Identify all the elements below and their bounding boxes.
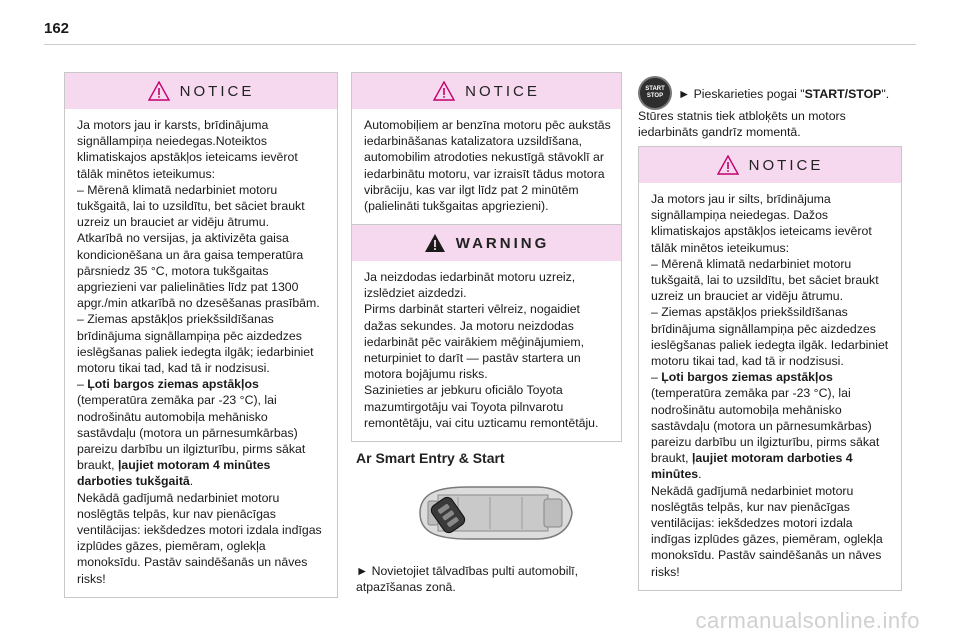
notice-body [639,183,901,590]
warning-header [352,225,621,261]
notice-paragraph: Nekādā gadījumā nedarbiniet motoru noslēgtās telpās, kur nav pienācīgas ventilācijas: iekšdedzes motori izdala indīgas izplūdes gāzes, piemēram, oglekļa monoksīdu. Pastāv saindēšanās un nāves risks! [77,490,322,586]
notice-triangle-icon [148,81,170,101]
notice-heading: NOTICE [179,82,255,100]
bold-text: START/STOP [804,87,882,101]
notice-heading: NOTICE [465,82,540,100]
warning-box [351,224,622,442]
warning-body [352,261,621,441]
dash: – [77,377,88,392]
warning-paragraph: Pirms darbināt starteri vēlreiz, nogaidiet dažas sekundes. Ja motoru neizdodas iedarbināt pēc vairākiem mēģinājumiem, neturpiniet to darīt — pastāv startera un motora bojājumu risks. [364,302,585,382]
bold-text: ļaujiet motoram darboties 4 minūtes [651,451,853,482]
start-stop-button-icon [640,78,670,108]
notice-paragraph: Ja motors jau ir silts, brīdinājuma signāllampiņa neiedegas. Dažos klimatiskajos apstākļos ieteicams ievērot tālāk minētos ieteikumus: [651,192,872,255]
bold-text: ļaujiet motoram 4 minūtes darboties tukšgaitā [77,458,271,489]
text: . [698,467,702,482]
text: ". [881,87,890,101]
instruction-text: ► Novietojiet tālvadības pulti automobilī, atpazīšanas zonā. [356,564,579,595]
stop-label: STOP [646,93,664,99]
dash: – [651,370,662,385]
notice-header [65,73,337,109]
header-divider [44,44,916,45]
start-stop-result: Stūres statnis tiek atbloķēts un motors iedarbināts gandrīz momentā. [638,109,846,140]
warning-triangle-icon [424,233,446,253]
section-title: Ar Smart Entry & Start [356,450,505,466]
notice-paragraph: – Mērenā klimatā nedarbiniet motoru tukšgaitā, lai to uzsildītu, bet sāciet braukt uzreiz un brauciet ar vidēju ātrumu. [651,256,879,304]
start-label: START [645,86,665,92]
notice-paragraph: Automobiļiem ar benzīna motoru pēc aukstās iedarbināšanas katalizatora uzsildīšana, automobilim atrodoties nekustīgā stāvoklī ar iedarbinātu motoru, var izraisīt tādus motora vibrāciju, kas var ilgt līdz pat 2 minūtēm (palielināti tukšgaitas apgriezieni). [364,118,611,214]
bold-text: Ļoti bargos ziemas apstākļos [661,370,833,385]
notice-body [65,109,337,597]
right-notice-box [638,146,902,591]
notice-header [639,147,901,183]
notice-heading: NOTICE [748,156,824,174]
notice-paragraph: – Ziemas apstākļos priekšsildīšanas brīdinājuma signāllampiņa pēc aizdedzes ieslēgšanas paliek iedegta ilgāk. Iedarbiniet motoru tikai tad, kad tā ir nodzisusi. [651,305,889,369]
text: (temperatūra zemāka par -23 °C), lai nodrošinātu automobiļa mehānisko sastāvdaļu (motora un pārnesumkārbas) pareizu darbību un ilgizturību, pirms sākat braukt, [651,386,880,466]
notice-paragraph: Ja motors jau ir karsts, brīdinājuma signāllampiņa neiedegas.Noteiktos klimatiskajos apstākļos ieteicams ievērot tālāk minētos ieteikumus: [77,118,298,181]
notice-paragraph: Nekādā gadījumā nedarbiniet motoru noslēgtās telpās, kur nav pienācīgas ventilācijas: iekšdedzes motori izdala indīgas izplūdes gāzes, piemēram, oglekļa monoksīdu. Pastāv saindēšanās un nāves risks! [651,483,883,579]
notice-header [352,73,621,109]
left-notice-box [64,72,338,598]
text: . [189,474,194,489]
notice-triangle-icon [717,155,739,175]
warning-heading: WARNING [455,234,550,252]
warning-paragraph: Sazinieties ar jebkuru oficiālo Toyota mazumtirgotāju vai Toyota pilnvarotu remontētāju, vai citu uzticamu remontētāju. [364,383,599,430]
middle-notice-box [351,72,622,225]
watermark: carmanualsonline.info [695,608,920,633]
car-key-illustration [398,475,580,551]
notice-paragraph-cold [651,369,891,482]
notice-paragraph-cold [77,376,327,489]
start-stop-instruction [678,86,908,102]
notice-paragraph: – Mērenā klimatā nedarbiniet motoru tukšgaitā, lai to uzsildītu, bet sāciet braukt uzreiz un brauciet ar vidēju ātrumu. [77,182,305,230]
notice-paragraph: Atkarībā no versijas, ja aktivizēta gaisa kondicionēšana un āra gaisa temperatūra pārsniedz 35 °C, motora tukšgaitas apgriezieni var palielināties līdz pat 1300 apgr./min atkarībā no dzesēšanas prasībām. [77,231,320,311]
notice-body [352,109,621,224]
page-number: 162 [44,20,70,37]
text: ► Pieskarieties pogai " [678,87,805,101]
text: (temperatūra zemāka par -23 °C), lai nodrošinātu automobiļa mehānisko sastāvdaļu (motora un pārnesumkārbas) pareizu darbību un ilgizturību, pirms sākat braukt, [77,393,306,473]
bold-text: Ļoti bargos ziemas apstākļos [87,377,259,392]
warning-paragraph: Ja neizdodas iedarbināt motoru uzreiz, izslēdziet aizdedzi. [364,270,576,301]
notice-paragraph: – Ziemas apstākļos priekšsildīšanas brīdinājuma signāllampiņa pēc aizdedzes ieslēgšanas paliek iedegta ilgāk; iedarbiniet motoru tikai tad, kad tā ir nodzisusi. [77,312,314,376]
notice-triangle-icon [433,81,455,101]
